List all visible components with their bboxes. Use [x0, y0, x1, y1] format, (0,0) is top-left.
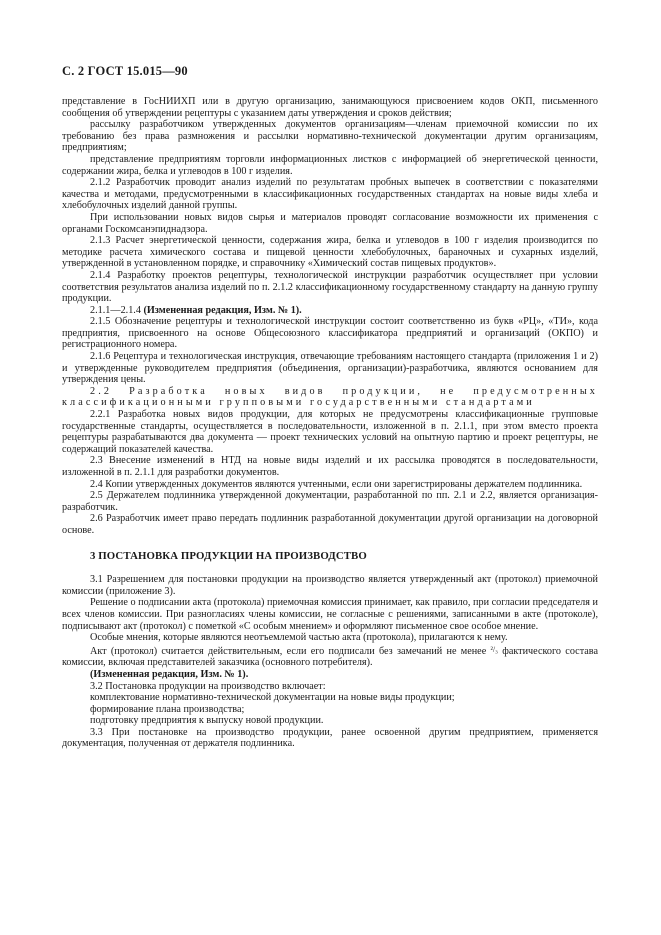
fraction: ²/₃: [490, 644, 498, 654]
paragraph-2-2-1: 2.2.1 Разработка новых видов продукции, для которых не предусмотрены классификационные групповые государственные стандарты, осуществляется в последовательности, изложенной в п. 2.1.1, при этом вместо проекта рецептуры разрабатываются два документа — проект технических условий на опытную партию и проект рецептуры, не содержащий показателей качества.: [62, 409, 598, 455]
list-item: комплектование нормативно-технической документации на новые виды продукции;: [90, 692, 455, 704]
paragraph: представление в ГосНИИХП или в другую организацию, занимающуюся присвоением кодов ОКП, письменного сообщения об утверждении рецептуры с указанием даты утверждения и сроков действия;: [62, 96, 598, 119]
act-valid-text: Акт (протокол) считается действительным, если его подписали без замечаний не менее: [90, 645, 487, 657]
section-title: 3 ПОСТАНОВКА ПРОДУКЦИИ НА ПРОИЗВОДСТВО: [90, 549, 367, 562]
paragraph: При использовании новых видов сырья и материалов проводят согласование возможности их применения с органами Госкомсанэпиднадзора.: [62, 211, 598, 235]
edit-note: [62, 305, 598, 317]
paragraph: рассылку разработчиком утвержденных документов организациям—членам приемочной комиссии по их требованию без права размножения и рассылки нормативно-технической документации другим организациям, предприятиям;: [62, 119, 598, 154]
edit-note-prefix: 2.1.1—2.1.4: [90, 304, 144, 316]
paragraph-2-1-2: 2.1.2 Разработчик проводит анализ изделий по результатам пробных выпечек в соответствии с показателями качества и методами, предусмотренными в классификационных государственных стандартах на новые виды хлеба и хлебобулочных изделий данной группы.: [62, 177, 598, 212]
paragraph-3-1: 3.1 Разрешением для постановки продукции на производство является утвержденный акт (протокол) приемочной комиссии (приложение 3).: [62, 574, 598, 597]
paragraph-2-1-4: 2.1.4 Разработку проектов рецептуры, технологической инструкции разработчик осуществляет при условии соответствия результатов анализа изделий по п. 2.1.2 классификационному государственному стандарту на данную группу продукции.: [62, 269, 598, 305]
paragraph-2-1-5: 2.1.5 Обозначение рецептуры и технологической инструкции состоит соответственно из букв «РЦ», «ТИ», кода предприятия, присвоенного на основе Общесоюзного классификатора предприятий и организаций (ОКПО) и регистрационного номера.: [62, 316, 598, 351]
paragraph: Особые мнения, которые являются неотъемлемой частью акта (протокола), прилагаются к нему.: [90, 632, 508, 644]
paragraph: представление предприятиям торговли информационных листков с информацией об энергетической ценности, содержании жира, белка и углеводов в 100 г изделия.: [62, 153, 598, 177]
paragraph-2-5: 2.5 Держателем подлинника утвержденной документации, разработанной по пп. 2.1 и 2.2, является организация-разработчик.: [62, 490, 598, 513]
page-header: С. 2 ГОСТ 15.015—90: [62, 64, 188, 78]
paragraph-2-1-6: 2.1.6 Рецептура и технологическая инструкция, отвечающие требованиям настоящего стандарта (приложения 1 и 2) и утвержденные руководителем предприятия (объединения, организации)-разработчика, являются основанием для утверждения цены.: [62, 351, 598, 386]
list-item: подготовку предприятия к выпуску новой продукции.: [90, 715, 324, 727]
document-body: [62, 96, 598, 750]
paragraph-act-valid: [62, 644, 598, 669]
edit-note: (Измененная редакция, Изм. № 1).: [90, 668, 249, 680]
paragraph-2-4: 2.4 Копии утвержденных документов являются учтенными, если они зарегистрированы держателем подлинника.: [90, 478, 583, 490]
edit-note-bold: (Измененная редакция, Изм. № 1).: [143, 304, 302, 316]
paragraph-3-2: 3.2 Постановка продукции на производство включает:: [90, 680, 326, 692]
paragraph: Решение о подписании акта (протокола) приемочная комиссия принимает, как правило, при согласии председателя и всех членов комиссии. При разногласиях члены комиссии, не согласные с решениями, записанными в акте (протоколе), подписывают акт (протокол) с пометкой «С особым мнением» и оформляют письменное свое особое мнение.: [62, 597, 598, 632]
paragraph-2-6: 2.6 Разработчик имеет право передать подлинник разработанной документации другой организации на договорной основе.: [62, 513, 598, 536]
spaced-heading-2-2: 2.2 Разработка новых видов продукции, не предусмотренных классификационными групповыми государственными стандартами: [62, 385, 598, 409]
paragraph-2-1-3: 2.1.3 Расчет энергетической ценности, содержания жира, белка и углеводов в 100 г изделия производится по методике расчета химического состава и пищевой ценности хлебобулочных, бараночных и сухарных изделий, утвержденной в установленном порядке, и справочнику «Химический состав пищевых продуктов».: [62, 235, 598, 270]
paragraph-3-3: 3.3 При постановке на производство продукции, ранее освоенной другим предприятием, применяется документация, полученная от держателя подлинника.: [62, 726, 598, 750]
paragraph-2-3: 2.3 Внесение изменений в НТД на новые виды изделий и их рассылка проводятся в последовательности, изложенной в п. 2.1.1 для разработки документов.: [62, 455, 598, 478]
act-valid-text-after: фактического состава комиссии, включая представителей заказчика (основного потребителя).: [62, 645, 598, 669]
list-item: формирование плана производства;: [90, 703, 245, 715]
